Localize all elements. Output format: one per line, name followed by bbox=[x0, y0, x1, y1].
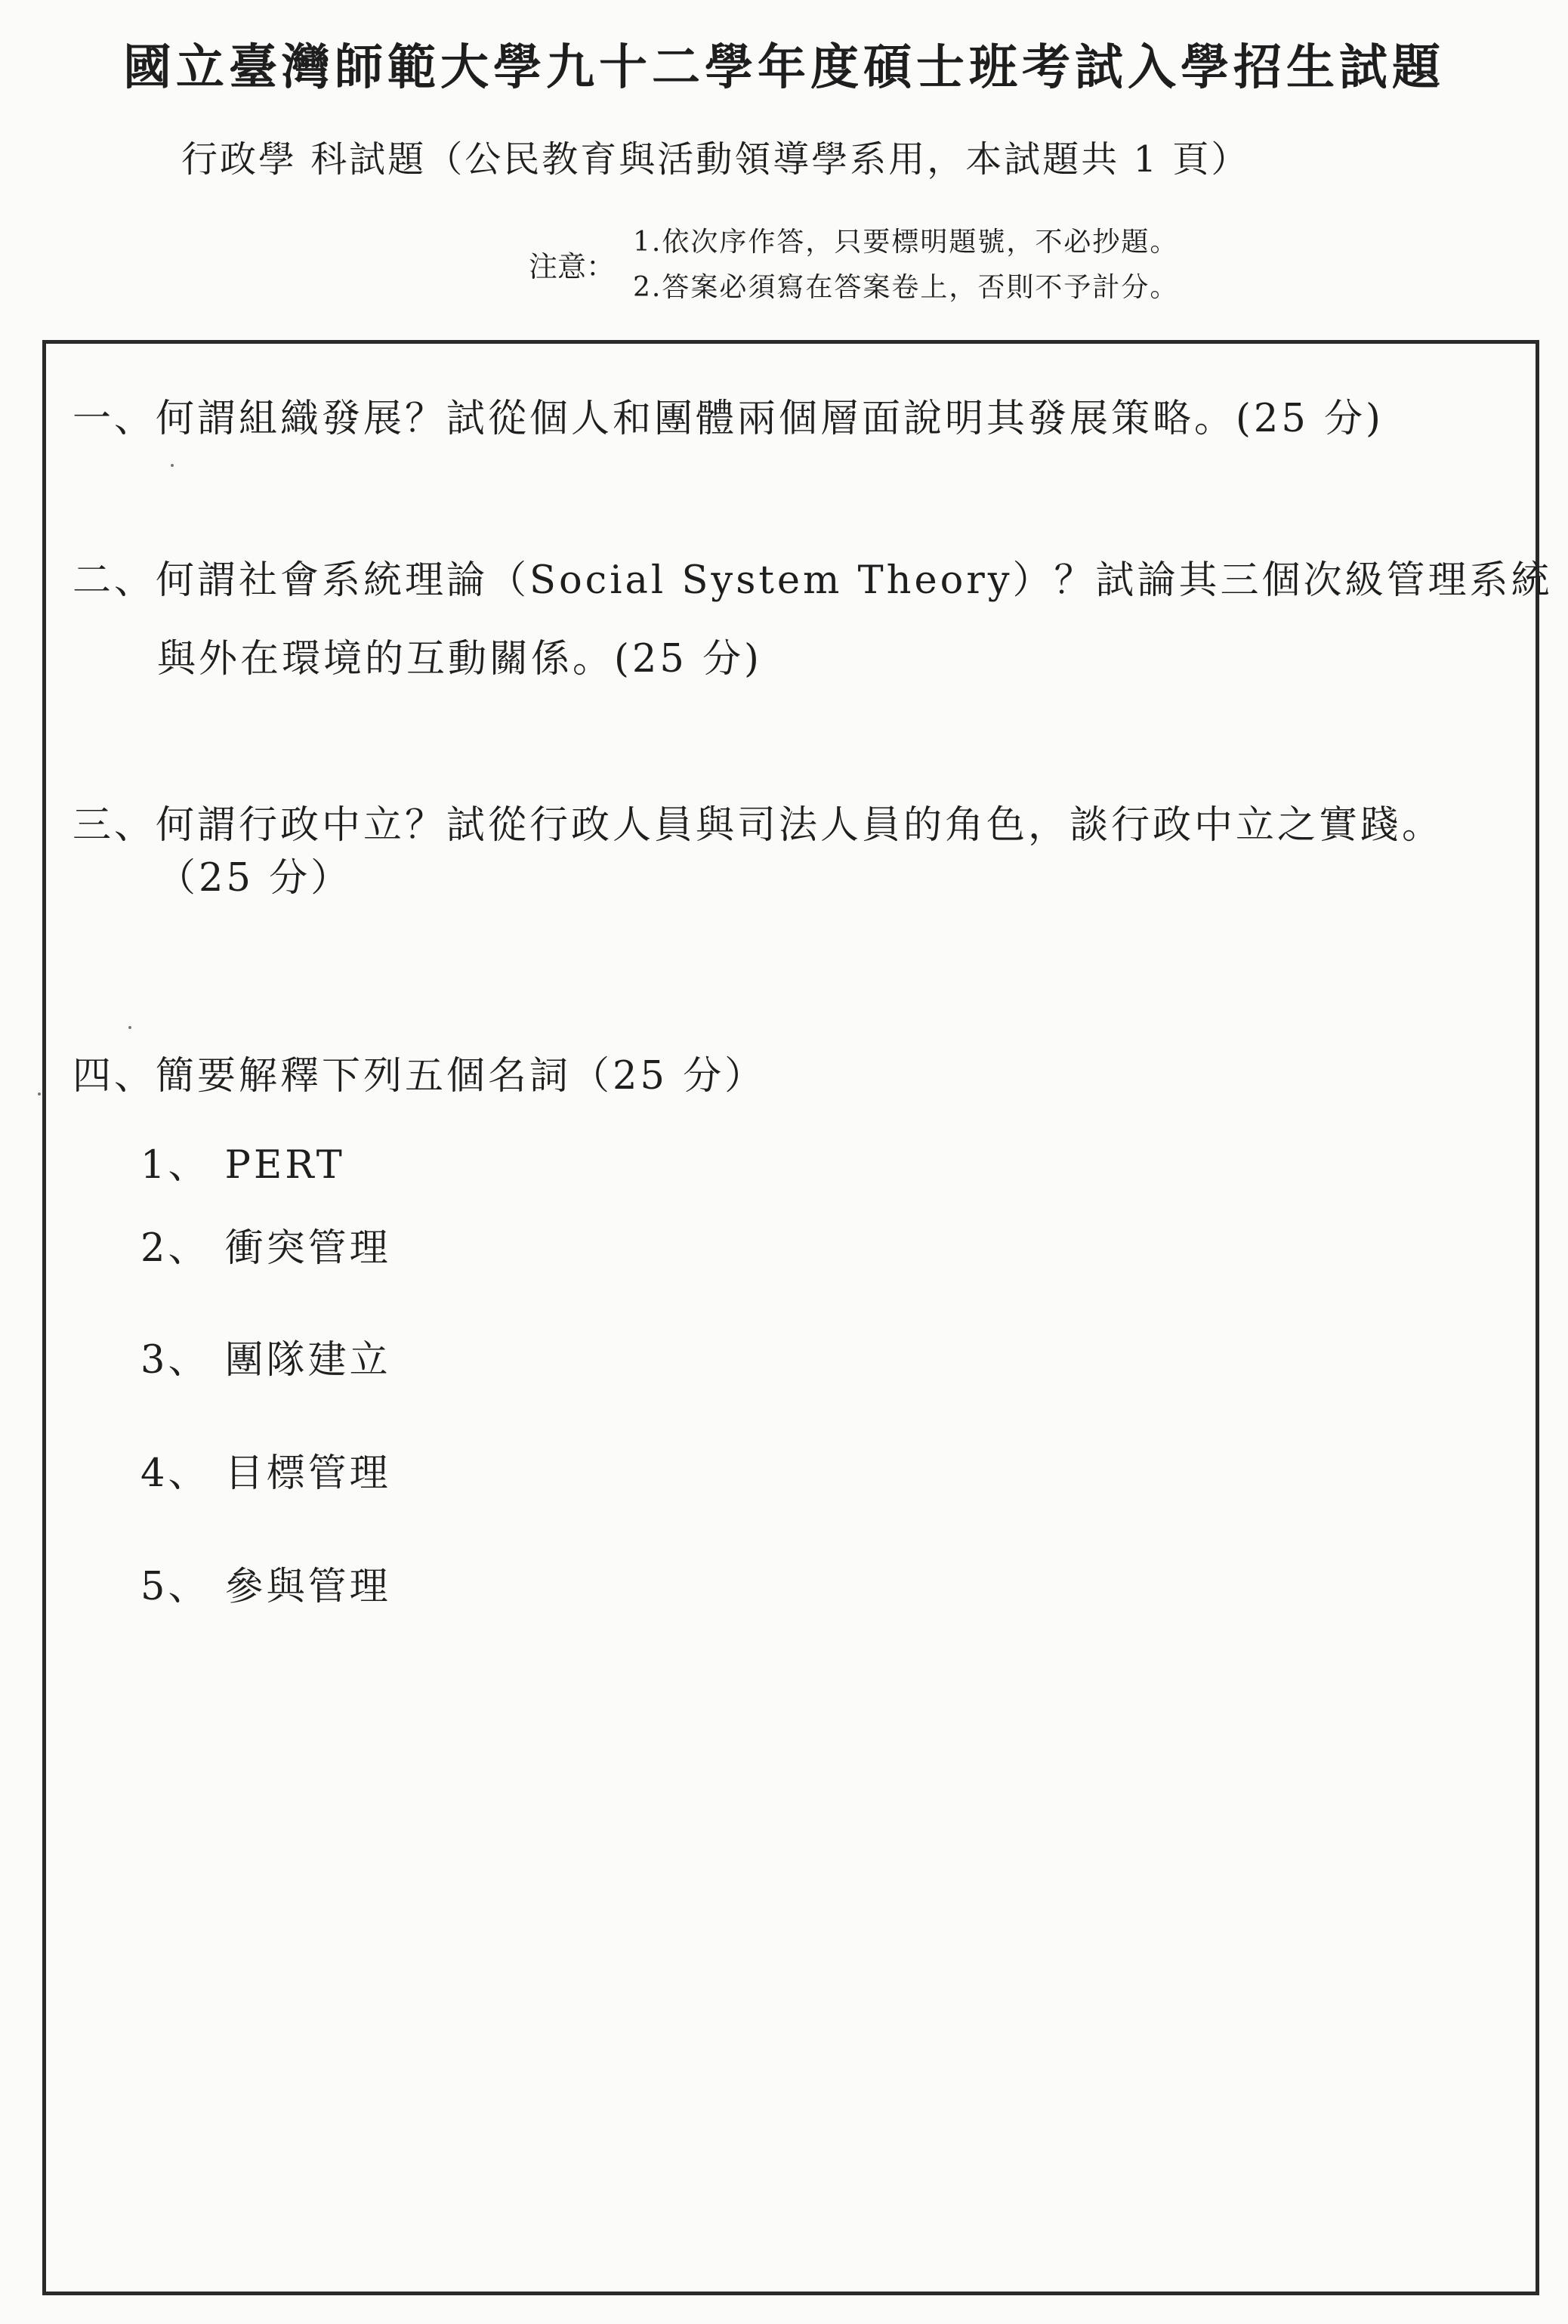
question-4: 四、簡要解釋下列五個名詞（25 分） bbox=[73, 1054, 767, 1099]
term-item: 1、 PERT bbox=[140, 1143, 345, 1188]
question-3-line-1: 三、何謂行政中立？試從行政人員與司法人員的角色，談行政中立之實踐。 bbox=[73, 803, 1444, 848]
notice-label: 注意： bbox=[529, 250, 616, 283]
exam-title: 國立臺灣師範大學九十二學年度碩士班考試入學招生試題 bbox=[123, 39, 1445, 96]
term-item: 5、 參與管理 bbox=[140, 1565, 391, 1609]
question-2-line-1: 二、何謂社會系統理論（Social System Theory）？試論其三個次級管理系統 bbox=[73, 558, 1553, 603]
scan-speck bbox=[128, 1026, 131, 1029]
question-2-line-2: 與外在環境的互動關係。(25 分) bbox=[157, 637, 762, 681]
notice-line: 1.依次序作答，只要標明題號，不必抄題。 bbox=[633, 227, 1179, 258]
question-1: 一、何謂組織發展？試從個人和團體兩個層面說明其發展策略。(25 分) bbox=[73, 397, 1384, 441]
term-item: 4、 目標管理 bbox=[140, 1451, 391, 1496]
exam-subtitle: 行政學 科試題（公民教育與活動領導學系用，本試題共 1 頁） bbox=[181, 138, 1250, 181]
scan-speck bbox=[171, 464, 174, 467]
term-item: 3、 團隊建立 bbox=[140, 1338, 391, 1383]
term-item: 2、 衝突管理 bbox=[140, 1226, 391, 1271]
scan-speck bbox=[38, 1092, 41, 1096]
notice-line: 2.答案必須寫在答案卷上，否則不予計分。 bbox=[633, 272, 1179, 303]
question-3-line-2: （25 分） bbox=[157, 856, 353, 901]
